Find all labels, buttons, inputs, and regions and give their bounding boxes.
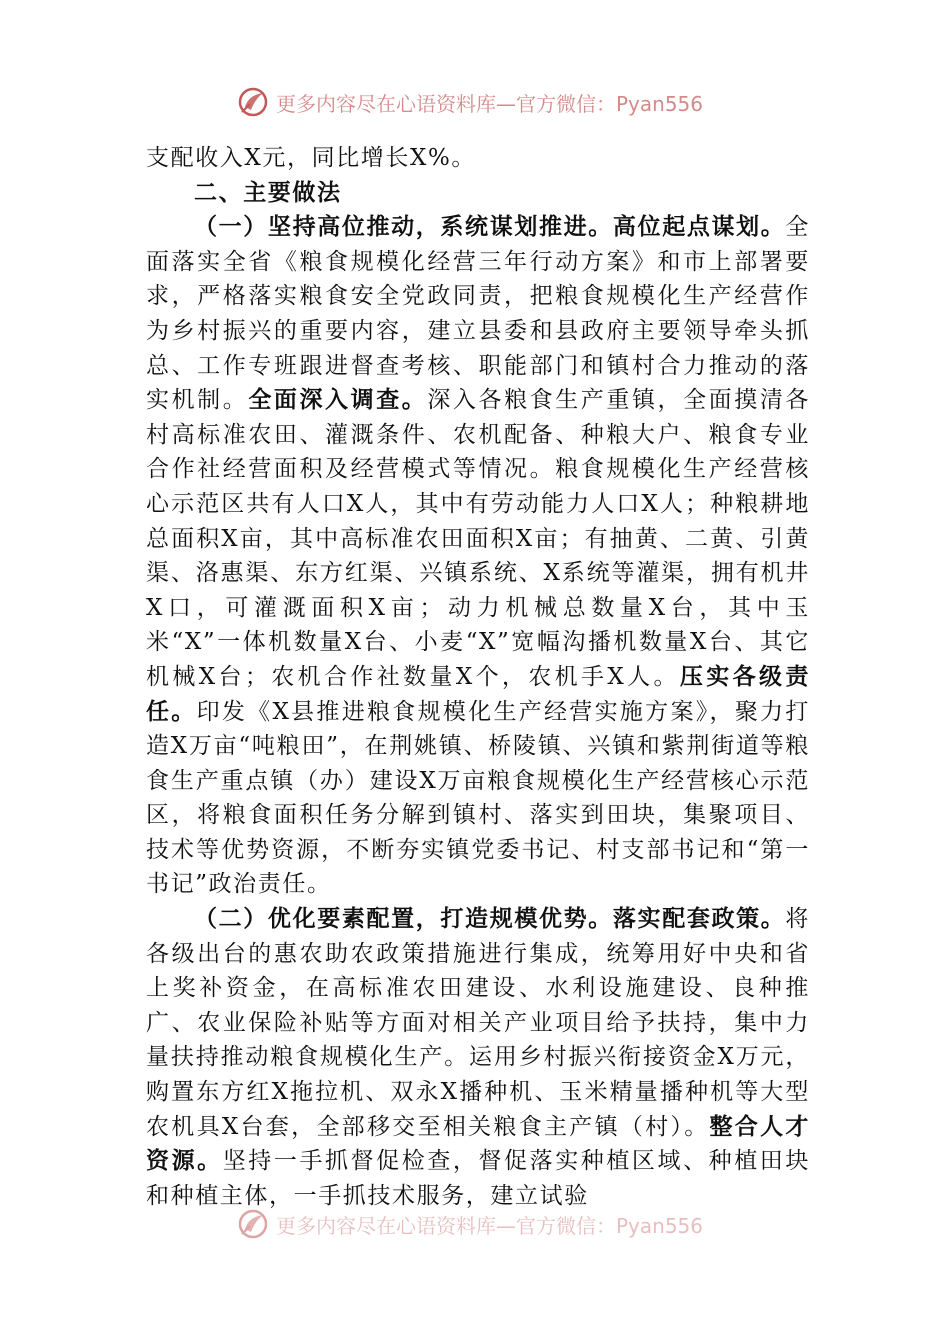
section-heading: 二、主要做法 [194, 178, 342, 206]
watermark-footer [236, 1206, 736, 1242]
watermark-logo-icon [236, 85, 270, 119]
paragraph-income-line: 支配收入X元，同比增长X%。 [146, 145, 477, 171]
keyword-2-1: 落实配套政策。 [612, 905, 786, 933]
keyword-1-2: 全面深入调查。 [248, 386, 428, 414]
subheading-2: （二）优化要素配置，打造规模优势。 [194, 905, 613, 933]
text-2-1: 将各级出台的惠农助农政策措施进行集成，统筹用好中央和省上奖补资金，在高标准农田建设、水利设施建设、良种推广、农业保险补贴等方面对相关产业项目给予扶持，集中力量扶持推动粮食规模化生产。运用乡村振兴衔接资金X万元，购置东方红X拖拉机、双永X播种机、玉米精量播种机等大型农机具X台套，全部移交至相关粮食主产镇（村）。 [146, 906, 811, 1140]
watermark-text: 更多内容尽在心语资料库—官方微信：Pyan556 [276, 1213, 704, 1238]
keyword-2-2: 整合人才资源。 [146, 1112, 810, 1175]
watermark-text: 更多内容尽在心语资料库—官方微信：Pyan556 [276, 91, 704, 116]
document-body [146, 141, 810, 1213]
text-1-3: 印发《X县推进粮食规模化生产经营实施方案》，聚力打造X万亩“吨粮田”，在荆姚镇、桥陵镇、兴镇和紫荆街道等粮食生产重点镇（办）建设X万亩粮食规模化生产经营核心示范区，将粮食面积任务分解到镇村、落实到田块，集聚项目、技术等优势资源，不断夯实镇党委书记、村支部书记和“第一书记”政治责任。 [146, 698, 811, 898]
paragraph-high-level-push [146, 210, 810, 902]
subheading-1: （一）坚持高位推动，系统谋划推进。 [194, 213, 613, 241]
text-1-1: 全面落实全省《粮食规模化经营三年行动方案》和市上部署要求，严格落实粮食安全党政同责，把粮食规模化生产经营作为乡村振兴的重要内容，建立县委和县政府主要领导牵头抓总、工作专班跟进督查考核、职能部门和镇村合力推动的落实机制。 [146, 214, 811, 414]
keyword-1-3: 压实各级责任。 [146, 662, 810, 725]
watermark-header [236, 84, 736, 120]
text-1-2: 深入各粮食生产重镇，全面摸清各村高标准农田、灌溉条件、农机配备、种粮大户、粮食专业合作社经营面积及经营模式等情况。粮食规模化生产经营核心示范区共有人口X人，其中有劳动能力人口X人；种粮耕地总面积X亩，其中高标准农田面积X亩；有抽黄、二黄、引黄渠、洛惠渠、东方红渠、兴镇系统、X系统等灌渠，拥有机井X口，可灌溉面积X亩；动力机械总数量X台，其中玉米“X”一体机数量X台、小麦“X”宽幅沟播机数量X台、其它机械X台；农机合作社数量X个，农机手X人。 [146, 387, 811, 690]
text-2-2: 坚持一手抓督促检查，督促落实种植区域、种植田块和种植主体，一手抓技术服务，建立试验 [146, 1148, 810, 1209]
paragraph-factor-allocation [146, 902, 810, 1213]
keyword-1-1: 高位起点谋划。 [612, 213, 786, 241]
watermark-logo-icon [236, 1207, 270, 1241]
